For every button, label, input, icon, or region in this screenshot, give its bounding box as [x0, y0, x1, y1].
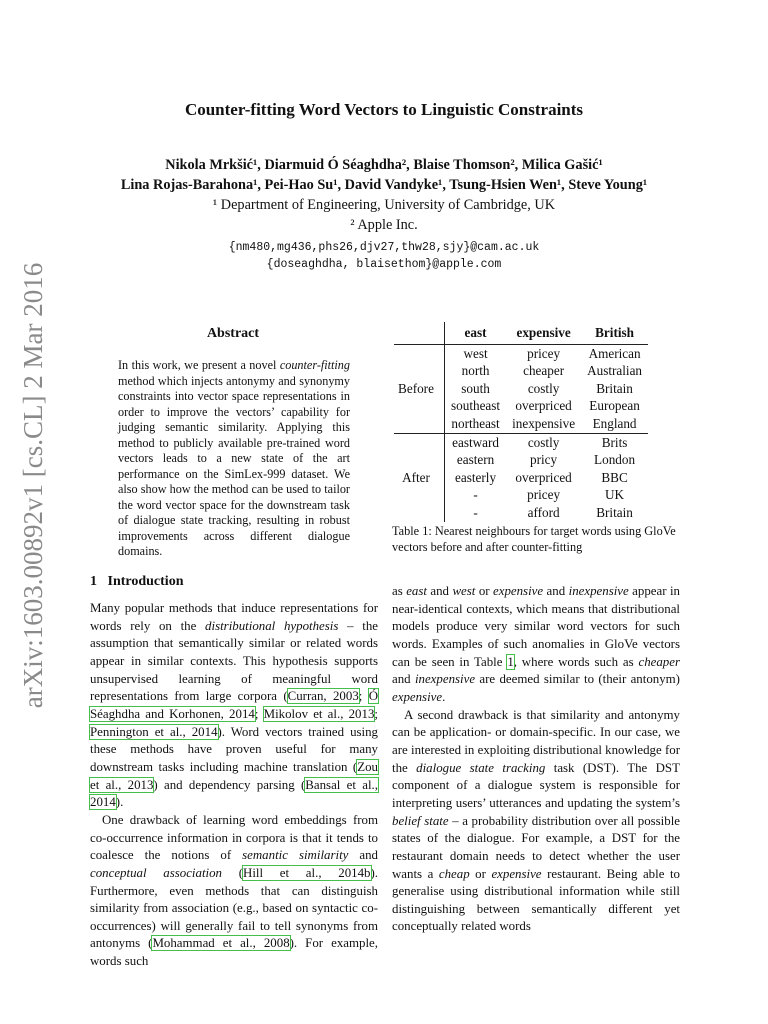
emphasis: cheaper: [638, 654, 680, 669]
text-run: appear in near-identical contexts, which means that distributional models produce very similar word vectors for such words. Examples of such anomalies in GloVe vectors can be seen in Table: [392, 584, 680, 669]
email-line-1: {nm480,mg436,phs26,djv27,thw28,sjy}@cam.ac.uk: [228, 241, 540, 254]
text-run: and: [348, 848, 378, 863]
table-header-expensive: expensive: [506, 322, 581, 344]
table-cell: easterly: [455, 469, 497, 485]
table-header-british: British: [581, 322, 648, 344]
table-header-east: east: [445, 322, 507, 344]
text-run: as: [392, 584, 407, 598]
table-cell: pricey: [527, 487, 561, 503]
table-cell: cheaper: [523, 363, 565, 379]
emphasis: cheap: [438, 866, 470, 881]
neighbours-table: [394, 322, 648, 522]
citation-link[interactable]: Hill et al., 2014b: [243, 865, 371, 880]
arxiv-stamp-text: arXiv:1603.00892v1 [cs.CL] 2 Mar 2016: [18, 262, 49, 708]
emphasis: inexpensive: [414, 672, 476, 687]
row-group-label-after: After: [394, 433, 445, 521]
text-run: or: [475, 584, 493, 598]
section-number: 1: [90, 574, 97, 589]
table-cell: northeast: [451, 415, 500, 431]
table-cell: pricey: [527, 345, 561, 361]
emphasis: belief state: [392, 813, 449, 828]
citation-link[interactable]: Mohammad et al., 2008: [152, 936, 290, 951]
text-run: restaurant. Being able to generalise using distributional information while still distinguishing between semantically different yet conceptually related words: [392, 866, 680, 934]
text-run: Many popular methods that induce representations for words rely on the: [90, 601, 378, 633]
abstract-text-part: In this work, we present a novel: [118, 358, 280, 372]
table-cell: Britain: [596, 380, 633, 396]
affiliation-2: ² Apple Inc.: [350, 217, 418, 233]
emphasis: east: [406, 584, 427, 598]
text-run: or: [469, 866, 492, 881]
abstract-text: [118, 358, 350, 560]
text-run: , where words such as: [513, 654, 639, 669]
table-cell: Brits: [581, 433, 648, 451]
table-cell: European: [589, 398, 640, 414]
citation-link[interactable]: Bansal et al., 2014: [90, 777, 378, 810]
email-line-2: {doseaghdha, blaisethom}@apple.com: [266, 258, 502, 271]
emphasis: semantic similarity: [242, 848, 349, 863]
table-row: [394, 344, 648, 362]
text-run: ;: [358, 689, 369, 704]
text-run: task (DST). The DST component of a dialogue system is responsible for interpreting users’ utterances and updating the system’s: [392, 760, 680, 810]
table-cell: southeast: [451, 398, 501, 414]
text-run: (: [222, 865, 244, 880]
table-corner-cell: [394, 322, 445, 344]
table-cell: south: [461, 380, 490, 396]
emphasis: conceptual association: [90, 865, 222, 880]
table-cell: overpriced: [515, 469, 572, 485]
section-heading: [90, 574, 183, 590]
table-cell: afford: [527, 504, 560, 520]
paragraph: [90, 812, 378, 971]
text-run: ). Furthermore, even methods that can distinguish similarity from association (e.g., based on syntactic co-occurrences) will generally fail to tell synonyms from antonyms (: [90, 865, 379, 951]
table-cell: BBC: [601, 469, 628, 485]
table-cell: inexpensive: [512, 415, 576, 431]
text-run: ).: [115, 795, 124, 810]
text-run: ). For example, words such: [90, 936, 378, 969]
emphasis: distributional hypothesis: [205, 618, 339, 633]
authors-line-1: Nikola Mrkšić¹, Diarmuid Ó Séaghdha², Blaise Thomson², Milica Gašić¹: [165, 157, 603, 173]
table-cell: -: [473, 487, 478, 503]
table-cell: costly: [506, 433, 581, 451]
text-run: and: [392, 672, 415, 687]
emphasis: inexpensive: [568, 584, 629, 598]
citation-link[interactable]: Curran, 2003: [287, 689, 359, 704]
table-cell: -: [473, 504, 478, 520]
text-run: ;: [254, 706, 264, 721]
text-run: .: [442, 689, 446, 704]
emphasis: dialogue state tracking: [416, 760, 546, 775]
table-cell: eastward: [445, 433, 507, 451]
table-cell: Britain: [596, 504, 633, 520]
text-run: – the assumption that semantically similar or related words appear in similar contexts. This hypothesis supports unsupervised learning of meaningful word representations from large corpora (: [90, 618, 378, 704]
table-cell: American: [588, 345, 641, 361]
table-caption: Table 1: Nearest neighbours for target words using GloVe vectors before and after counter-fitting: [392, 524, 676, 554]
neighbours-table-container: [394, 322, 676, 522]
table-row: [394, 433, 648, 451]
table-cell: costly: [527, 380, 560, 396]
text-run: – a probability distribution over all possible states of the dialogue. For example, a DST for the restaurant domain needs to detect whether the user wants a: [392, 813, 681, 881]
paragraph: [392, 707, 680, 937]
citation-link[interactable]: Ó Séaghdha and Korhonen, 2014: [90, 689, 378, 721]
paragraph: [392, 583, 680, 707]
row-group-label-before: Before: [394, 344, 445, 433]
citation-link[interactable]: Mikolov et al., 2013: [263, 706, 375, 721]
text-run: ;: [374, 706, 378, 721]
emphasis: expensive: [493, 584, 544, 598]
table-cell: eastern: [456, 452, 495, 468]
emphasis: west: [452, 584, 476, 598]
table-cell: England: [592, 415, 637, 431]
table-cell: London: [594, 452, 636, 468]
text-run: ). Word vectors trained using these methods have proven useful for many downstream tasks including machine translation (: [90, 724, 378, 774]
left-column: [90, 600, 378, 971]
author-block: [60, 155, 708, 273]
table-cell: overpriced: [515, 398, 572, 414]
table-cell: north: [461, 363, 490, 379]
text-run: and: [543, 584, 569, 598]
right-column: [392, 583, 680, 936]
table-cell: Australian: [587, 363, 643, 379]
arxiv-stamp: [14, 262, 54, 708]
citation-link[interactable]: Pennington et al., 2014: [90, 724, 218, 739]
text-run: A second drawback is that similarity and antonymy can be application- or domain-specific. In our case, we are interested in exploiting distributional knowledge for the: [392, 707, 680, 775]
text-run: are deemed similar to (their antonym): [475, 672, 680, 687]
paper-title: Counter-fitting Word Vectors to Linguistic Constraints: [184, 100, 584, 119]
text-run: and: [426, 584, 453, 598]
emphasis: expensive: [491, 866, 542, 881]
section-title: Introduction: [107, 574, 184, 589]
affiliation-1: ¹ Department of Engineering, University of Cambridge, UK: [212, 197, 556, 213]
table-reference-link[interactable]: 1: [507, 654, 514, 669]
table-cell: pricy: [530, 452, 558, 468]
table-cell: UK: [605, 487, 625, 503]
abstract-text-part: method which injects antonymy and synonymy constraints into vector space representations in order to improve the vectors’ capability for judging semantic similarity. Applying this method to publicly available pre-trained word vectors leads to a new state of the art performance on the SimLex-999 dataset. We also show how the method can be used to tailor the word vector space for the downstream task of dialogue state tracking, resulting in robust improvements across different dialogue domains.: [118, 373, 350, 558]
table-cell: west: [463, 345, 488, 361]
abstract-heading: Abstract: [206, 326, 260, 341]
citation-link[interactable]: Zou et al., 2013: [90, 759, 378, 792]
abstract-emphasis: counter-fitting: [279, 358, 350, 372]
text-run: One drawback of learning word embeddings from co-occurrence information in corpora is that it tends to coalesce the notions of: [90, 812, 378, 863]
authors-line-2: Lina Rojas-Barahona¹, Pei-Hao Su¹, David Vandyke¹, Tsung-Hsien Wen¹, Steve Young¹: [120, 177, 648, 193]
text-run: ) and dependency parsing (: [153, 777, 306, 792]
paragraph: [90, 600, 378, 812]
table-header-row: [394, 322, 648, 344]
emphasis: expensive: [392, 689, 443, 704]
